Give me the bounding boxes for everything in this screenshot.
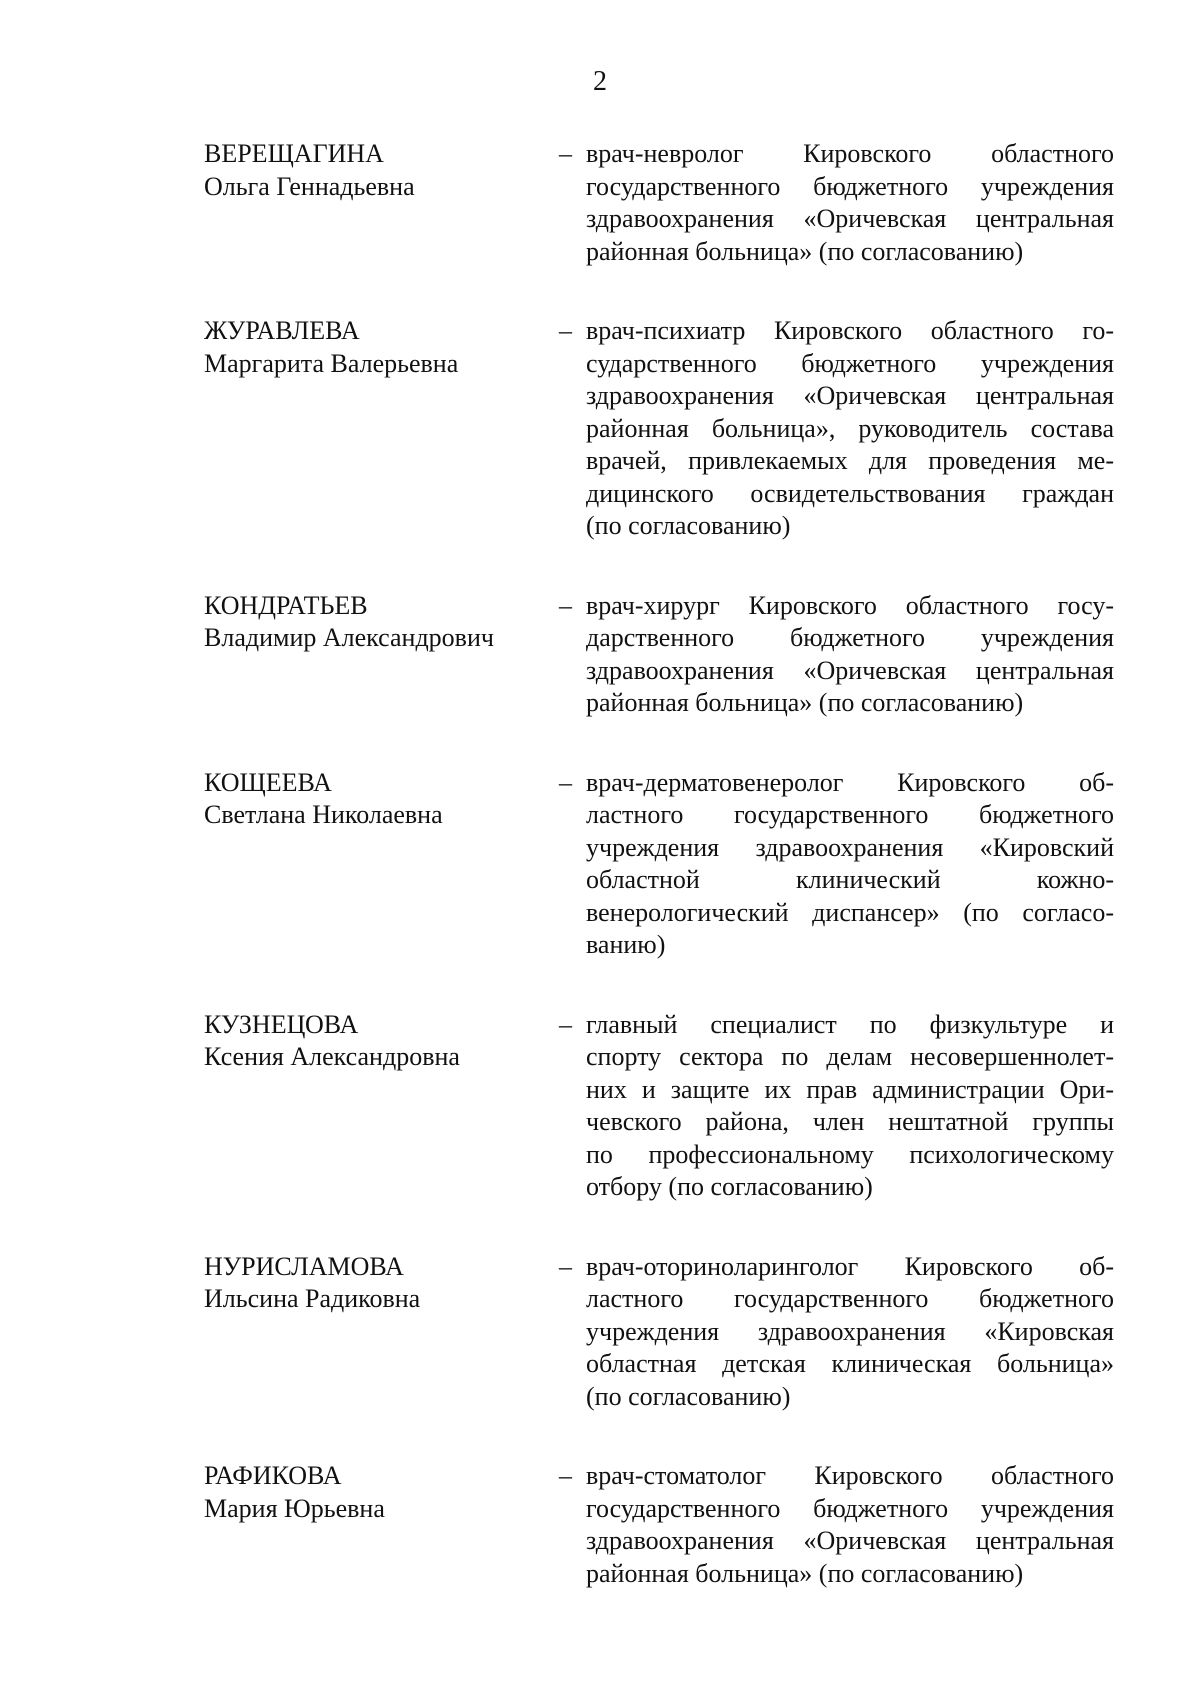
description-line: отбору (по согласованию) [586, 1172, 873, 1201]
member-name [204, 1460, 559, 1590]
entry-dash: – [559, 316, 572, 345]
commission-member-list [204, 138, 1114, 1637]
description-line: дарственного бюджетного учреждения [586, 623, 1114, 652]
description-line: учреждения здравоохранения «Кировский [586, 832, 1114, 862]
member-name [204, 138, 559, 268]
description-line: учреждения здравоохранения «Кировская [586, 1316, 1114, 1346]
description-line: ванию) [586, 930, 666, 959]
description-line: ластного государственного бюджетного [586, 1284, 1114, 1313]
description-line: врач-дерматовенеролог Кировского об- [586, 767, 1114, 797]
member-position-description [586, 767, 1114, 962]
member-name [204, 1251, 559, 1414]
description-line: врачей, привлекаемых для проведения ме- [586, 446, 1114, 475]
member-name [204, 767, 559, 962]
description-line: государственного бюджетного учреждения [586, 171, 1114, 201]
description-line: районная больница», руководитель состава [586, 413, 1114, 443]
description-line: здравоохранения «Оричевская центральная [586, 381, 1114, 410]
description-line: здравоохранения «Оричевская центральная [586, 655, 1114, 685]
description-line: венерологический диспансер» (по согласо- [586, 897, 1114, 927]
member-name [204, 1009, 559, 1204]
entry-dash: – [559, 767, 572, 797]
page-number: 2 [593, 66, 607, 97]
member-position-description [586, 1009, 1114, 1204]
entry-dash: – [559, 1461, 572, 1490]
member-surname: КОЩЕЕВА [204, 767, 332, 797]
description-line: здравоохранения «Оричевская центральная [586, 1526, 1114, 1555]
description-line: здравоохранения «Оричевская центральная [586, 204, 1114, 233]
member-position-description [586, 138, 1114, 268]
description-line: врач-психиатр Кировского областного го- [586, 316, 1114, 345]
description-line: по профессиональному психологическому [586, 1139, 1114, 1169]
member-given-names: Маргарита Валерьевна [204, 348, 459, 378]
member-position-description [586, 315, 1114, 543]
member-entry [204, 1009, 1114, 1204]
description-line: них и защите их прав администрации Ори- [586, 1074, 1114, 1104]
member-entry [204, 1251, 1114, 1414]
entry-dash: – [559, 1251, 572, 1281]
member-entry [204, 767, 1114, 962]
member-given-names: Ильсина Радиковна [204, 1284, 421, 1313]
description-line: сударственного бюджетного учреждения [586, 348, 1114, 378]
member-entry [204, 1460, 1114, 1590]
member-surname: ЖУРАВЛЕВА [204, 316, 360, 345]
description-line: областной клинический кожно- [586, 865, 1114, 894]
description-line: врач-хирург Кировского областного госу- [586, 590, 1114, 620]
description-line: районная больница» (по согласованию) [586, 1558, 1024, 1588]
description-line: врач-невролог Кировского областного [586, 139, 1114, 168]
description-line: чевского района, член нештатной группы [586, 1107, 1114, 1136]
member-name [204, 590, 559, 720]
member-entry [204, 590, 1114, 720]
member-given-names: Светлана Николаевна [204, 800, 443, 829]
member-entry [204, 315, 1114, 543]
description-line: государственного бюджетного учреждения [586, 1493, 1114, 1523]
member-given-names: Ольга Геннадьевна [204, 171, 415, 201]
member-position-description [586, 1251, 1114, 1414]
description-line: (по согласованию) [586, 1381, 791, 1411]
description-line: врач-оториноларинголог Кировского об- [586, 1251, 1114, 1281]
description-line: (по согласованию) [586, 511, 791, 540]
member-given-names: Владимир Александрович [204, 623, 494, 652]
description-line: врач-стоматолог Кировского областного [586, 1461, 1114, 1490]
member-surname: КУЗНЕЦОВА [204, 1009, 359, 1039]
member-entry [204, 138, 1114, 268]
member-surname: РАФИКОВА [204, 1461, 342, 1490]
description-line: районная больница» (по согласованию) [586, 236, 1024, 266]
member-position-description [586, 1460, 1114, 1590]
member-given-names: Ксения Александровна [204, 1042, 460, 1071]
member-given-names: Мария Юрьевна [204, 1493, 385, 1523]
entry-dash: – [559, 1009, 572, 1039]
member-position-description [586, 590, 1114, 720]
description-line: областная детская клиническая больница» [586, 1349, 1114, 1378]
member-surname: ВЕРЕЩАГИНА [204, 139, 384, 168]
entry-dash: – [559, 590, 572, 620]
entry-dash: – [559, 139, 572, 168]
description-line: дицинского освидетельствования граждан [586, 478, 1114, 508]
description-line: ластного государственного бюджетного [586, 800, 1114, 829]
description-line: спорту сектора по делам несовершеннолет- [586, 1042, 1114, 1071]
member-name [204, 315, 559, 543]
member-surname: КОНДРАТЬЕВ [204, 590, 368, 620]
member-surname: НУРИСЛАМОВА [204, 1251, 404, 1281]
description-line: районная больница» (по согласованию) [586, 688, 1024, 717]
description-line: главный специалист по физкультуре и [586, 1009, 1114, 1039]
